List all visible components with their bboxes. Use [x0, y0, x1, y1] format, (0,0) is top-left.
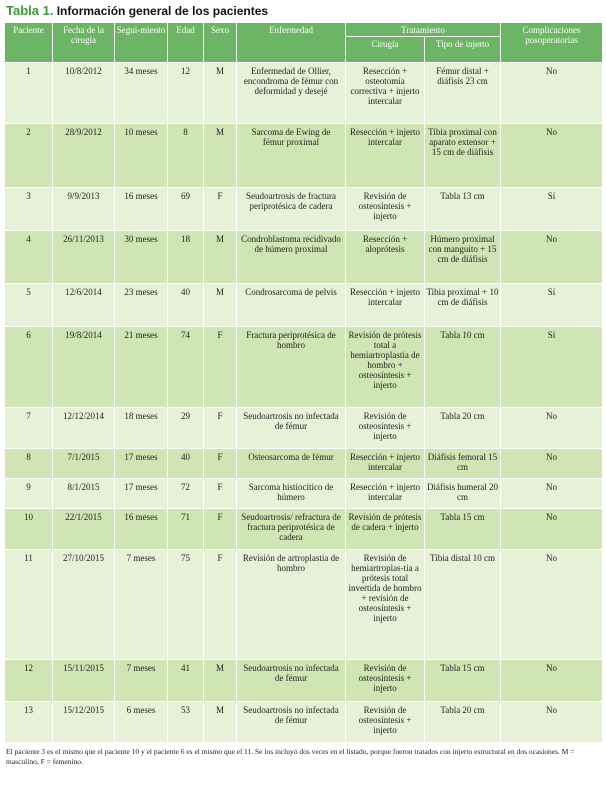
header-paciente: Paciente	[5, 23, 53, 63]
cell-seguimiento: 7 meses	[115, 550, 168, 660]
cell-edad: 8	[168, 124, 204, 188]
table-row	[5, 449, 603, 479]
table-figure	[4, 3, 602, 767]
table-body	[5, 63, 603, 743]
cell-enfermedad: Enfermedad de Ollier, encondroma de fémur con deformidad y desejé	[237, 63, 346, 124]
cell-edad: 75	[168, 550, 204, 660]
header-tratamiento: Tratamiento	[346, 23, 501, 37]
cell-enfermedad: Fractura periprotésica de hombro	[237, 327, 346, 408]
cell-edad: 72	[168, 479, 204, 509]
cell-tipo-injerto: Tibia proximal + 10 cm de diáfisis	[425, 284, 501, 327]
cell-fecha: 15/12/2015	[53, 702, 115, 743]
table-row	[5, 327, 603, 408]
cell-seguimiento: 10 meses	[115, 124, 168, 188]
cell-complicaciones: Sí	[501, 188, 603, 231]
cell-seguimiento: 23 meses	[115, 284, 168, 327]
cell-enfermedad: Seudoartrosis de fractura periprotésica de cadera	[237, 188, 346, 231]
cell-enfermedad: Condrosarcoma de pelvis	[237, 284, 346, 327]
cell-cirugia: Resección + injerto intercalar	[346, 449, 425, 479]
cell-fecha: 12/12/2014	[53, 408, 115, 449]
cell-tipo-injerto: Tibia distal 10 cm	[425, 550, 501, 660]
cell-seguimiento: 34 meses	[115, 63, 168, 124]
cell-cirugia: Resección + injerto intercalar	[346, 124, 425, 188]
cell-tipo-injerto: Tabla 15 cm	[425, 509, 501, 550]
cell-complicaciones: No	[501, 479, 603, 509]
cell-sexo: F	[204, 327, 237, 408]
cell-edad: 29	[168, 408, 204, 449]
cell-edad: 12	[168, 63, 204, 124]
cell-complicaciones: No	[501, 124, 603, 188]
cell-sexo: F	[204, 550, 237, 660]
cell-edad: 41	[168, 660, 204, 702]
cell-edad: 71	[168, 509, 204, 550]
cell-edad: 69	[168, 188, 204, 231]
cell-edad: 40	[168, 284, 204, 327]
cell-sexo: F	[204, 408, 237, 449]
header-enfermedad: Enfermedad	[237, 23, 346, 63]
table-row	[5, 63, 603, 124]
cell-seguimiento: 18 meses	[115, 408, 168, 449]
cell-tipo-injerto: Tibia proximal con aparato extensor + 15 cm de diáfisis	[425, 124, 501, 188]
cell-enfermedad: Revisión de artroplastia de hombro	[237, 550, 346, 660]
cell-cirugia: Revisión de osteosíntesis + injerto	[346, 408, 425, 449]
header-complicaciones: Complicaciones posoperatorias	[501, 23, 603, 63]
cell-fecha: 7/1/2015	[53, 449, 115, 479]
cell-paciente: 10	[5, 509, 53, 550]
cell-enfermedad: Seudoartrosis no infectada de fémur	[237, 660, 346, 702]
table-row	[5, 550, 603, 660]
cell-complicaciones: No	[501, 63, 603, 124]
table-label: Tabla 1.	[6, 3, 54, 18]
header-sexo: Sexo	[204, 23, 237, 63]
cell-tipo-injerto: Diáfisis humeral 20 cm	[425, 479, 501, 509]
cell-complicaciones: Sí	[501, 327, 603, 408]
cell-tipo-injerto: Tabla 20 cm	[425, 702, 501, 743]
cell-paciente: 13	[5, 702, 53, 743]
table-row	[5, 660, 603, 702]
cell-paciente: 2	[5, 124, 53, 188]
cell-enfermedad: Seudoartrosis no infectada de fémur	[237, 408, 346, 449]
cell-fecha: 27/10/2015	[53, 550, 115, 660]
cell-sexo: F	[204, 449, 237, 479]
cell-paciente: 7	[5, 408, 53, 449]
table-row	[5, 479, 603, 509]
table-footnote: El paciente 3 es el mismo que el paciente 10 y el paciente 6 es el mismo que el 11. Se los incluyó dos veces en el listado, porque fueron tratados con injerto estructural en dos ocasiones. M = masculino, F = femenino.	[6, 747, 575, 766]
cell-paciente: 5	[5, 284, 53, 327]
cell-cirugia: Resección + osteotomía correctiva + injerto intercalar	[346, 63, 425, 124]
cell-seguimiento: 17 meses	[115, 449, 168, 479]
cell-enfermedad: Sarcoma de Ewing de fémur proximal	[237, 124, 346, 188]
cell-complicaciones: No	[501, 231, 603, 284]
cell-sexo: M	[204, 231, 237, 284]
cell-sexo: M	[204, 63, 237, 124]
cell-enfermedad: Sarcoma histiocítico de húmero	[237, 479, 346, 509]
table-row	[5, 408, 603, 449]
cell-cirugia: Resección + aloprótesis	[346, 231, 425, 284]
cell-sexo: F	[204, 188, 237, 231]
cell-fecha: 9/9/2013	[53, 188, 115, 231]
cell-seguimiento: 17 meses	[115, 479, 168, 509]
patients-table	[4, 22, 603, 743]
cell-paciente: 4	[5, 231, 53, 284]
cell-enfermedad: Seudoartrosis no infectada de fémur	[237, 702, 346, 743]
cell-edad: 40	[168, 449, 204, 479]
cell-fecha: 10/8/2012	[53, 63, 115, 124]
cell-complicaciones: No	[501, 509, 603, 550]
cell-complicaciones: No	[501, 550, 603, 660]
cell-fecha: 28/9/2012	[53, 124, 115, 188]
cell-paciente: 11	[5, 550, 53, 660]
cell-fecha: 19/8/2014	[53, 327, 115, 408]
cell-sexo: F	[204, 509, 237, 550]
table-row	[5, 702, 603, 743]
cell-fecha: 22/1/2015	[53, 509, 115, 550]
cell-seguimiento: 21 meses	[115, 327, 168, 408]
cell-paciente: 1	[5, 63, 53, 124]
header-tipo-injerto: Tipo de injerto	[425, 37, 501, 63]
cell-cirugia: Revisión de osteosíntesis + injerto	[346, 188, 425, 231]
cell-edad: 18	[168, 231, 204, 284]
cell-paciente: 8	[5, 449, 53, 479]
cell-complicaciones: Sí	[501, 284, 603, 327]
cell-sexo: M	[204, 124, 237, 188]
cell-paciente: 9	[5, 479, 53, 509]
cell-seguimiento: 30 meses	[115, 231, 168, 284]
cell-tipo-injerto: Húmero proximal con manguito + 15 cm de diáfisis	[425, 231, 501, 284]
cell-complicaciones: No	[501, 449, 603, 479]
cell-paciente: 6	[5, 327, 53, 408]
cell-cirugia: Revisión de osteosíntesis + injerto	[346, 702, 425, 743]
cell-paciente: 3	[5, 188, 53, 231]
header-seguimiento: Segui-miento	[115, 23, 168, 63]
cell-fecha: 26/11/2013	[53, 231, 115, 284]
header-cirugia: Cirugía	[346, 37, 425, 63]
cell-seguimiento: 6 meses	[115, 702, 168, 743]
cell-enfermedad: Seudoartrosis/ refractura de fractura periprotésica de cadera	[237, 509, 346, 550]
cell-complicaciones: No	[501, 702, 603, 743]
cell-fecha: 12/6/2014	[53, 284, 115, 327]
cell-cirugia: Revisión de prótesis total a hemiartroplastia de hombro + osteosíntesis + injerto	[346, 327, 425, 408]
cell-sexo: M	[204, 284, 237, 327]
cell-tipo-injerto: Fémur distal + diáfisis 23 cm	[425, 63, 501, 124]
table-title: Información general de los pacientes	[56, 4, 269, 18]
cell-sexo: M	[204, 702, 237, 743]
cell-edad: 53	[168, 702, 204, 743]
table-row	[5, 188, 603, 231]
cell-seguimiento: 16 meses	[115, 188, 168, 231]
cell-tipo-injerto: Tabla 10 cm	[425, 327, 501, 408]
cell-seguimiento: 16 meses	[115, 509, 168, 550]
cell-cirugia: Resección + injerto intercalar	[346, 284, 425, 327]
cell-fecha: 15/11/2015	[53, 660, 115, 702]
table-row	[5, 284, 603, 327]
cell-edad: 74	[168, 327, 204, 408]
cell-tipo-injerto: Tabla 20 cm	[425, 408, 501, 449]
table-row	[5, 124, 603, 188]
table-row	[5, 231, 603, 284]
table-row	[5, 509, 603, 550]
cell-cirugia: Resección + injerto intercalar	[346, 479, 425, 509]
cell-complicaciones: No	[501, 660, 603, 702]
cell-sexo: M	[204, 660, 237, 702]
cell-cirugia: Revisión de prótesis de cadera + injerto	[346, 509, 425, 550]
cell-fecha: 8/1/2015	[53, 479, 115, 509]
cell-tipo-injerto: Diáfisis femoral 15 cm	[425, 449, 501, 479]
cell-cirugia: Revisión de osteosíntesis + injerto	[346, 660, 425, 702]
cell-tipo-injerto: Tabla 15 cm	[425, 660, 501, 702]
cell-complicaciones: No	[501, 408, 603, 449]
cell-enfermedad: Osteosarcoma de fémur	[237, 449, 346, 479]
cell-paciente: 12	[5, 660, 53, 702]
cell-sexo: F	[204, 479, 237, 509]
table-caption	[6, 3, 602, 19]
cell-tipo-injerto: Tabla 13 cm	[425, 188, 501, 231]
header-edad: Edad	[168, 23, 204, 63]
cell-enfermedad: Condroblastoma recidivado de húmero proximal	[237, 231, 346, 284]
cell-seguimiento: 7 meses	[115, 660, 168, 702]
header-fecha: Fecha de la cirugía	[53, 23, 115, 63]
cell-cirugia: Revisión de hemiartroplas-tia a prótesis total invertida de hombro + revisión de osteosíntesis + injerto	[346, 550, 425, 660]
